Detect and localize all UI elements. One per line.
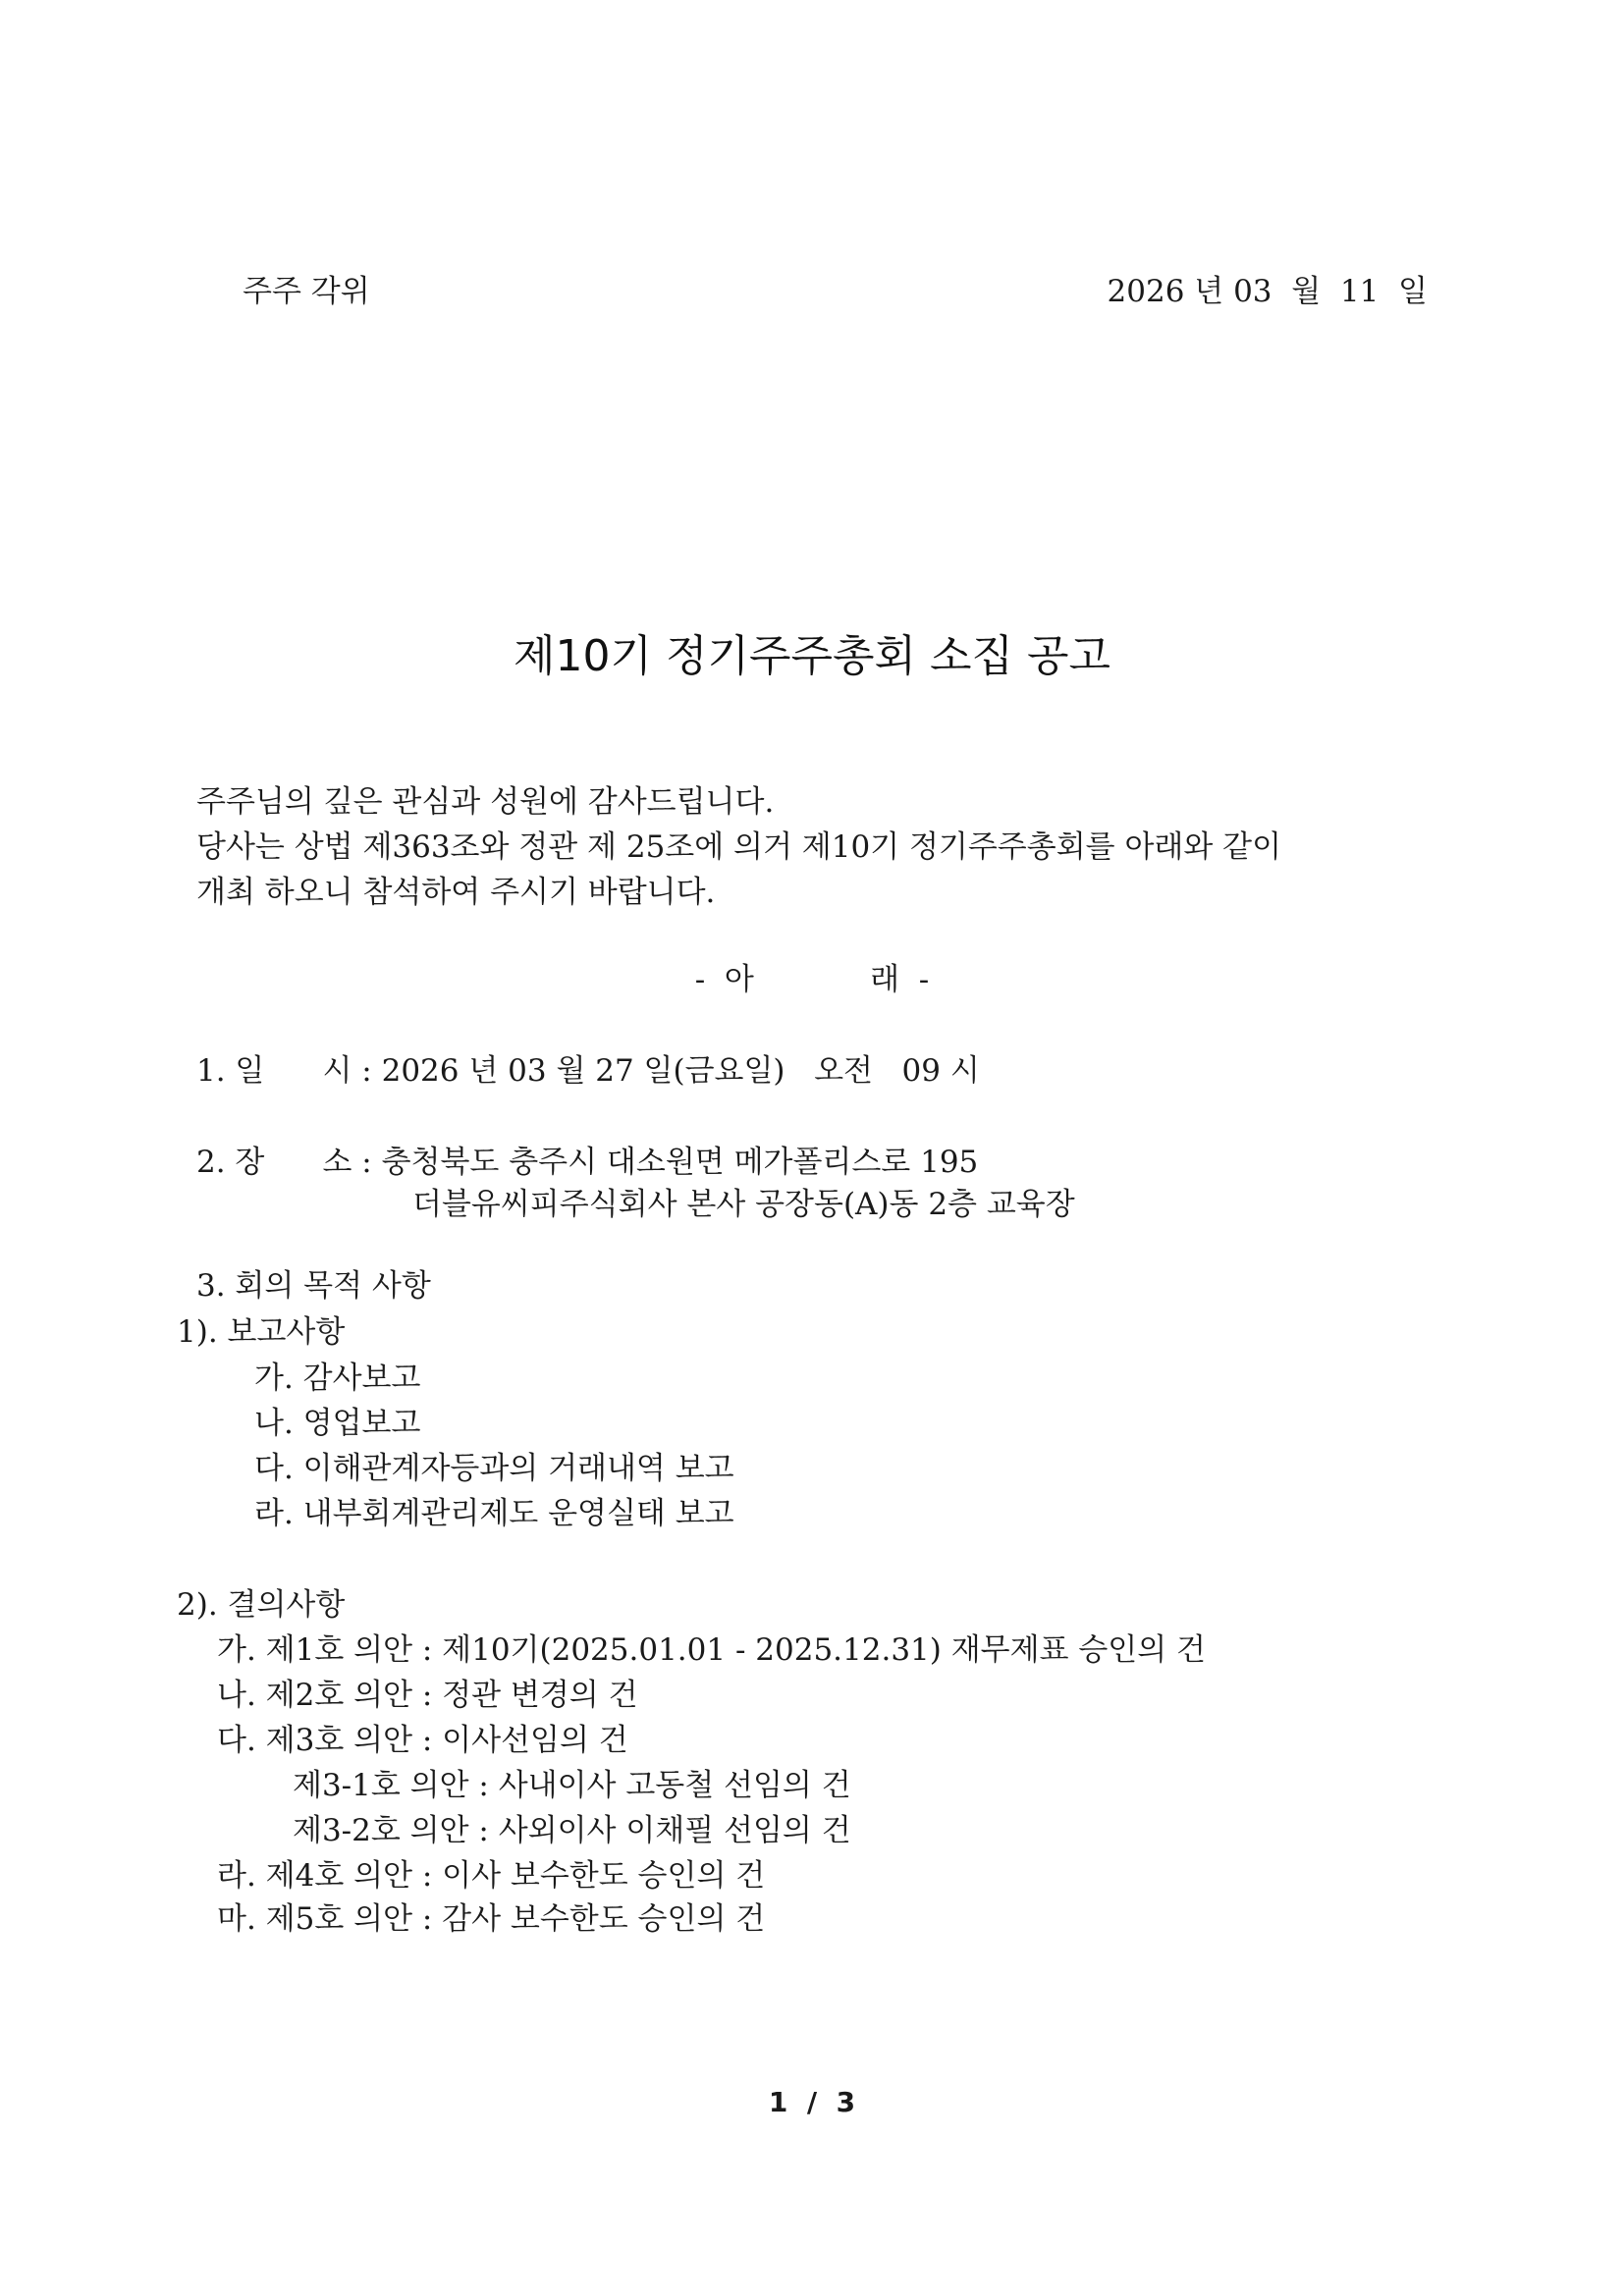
intro-line-2: 당사는 상법 제363조와 정관 제 25조에 의거 제10기 정기주주총회를 아래와 같이: [196, 829, 1282, 865]
resolution-item-5: 마. 제5호 의안 : 감사 보수한도 승인의 건: [217, 1901, 766, 1937]
meeting-place-line-1: 2. 장 소 : 충청북도 충주시 대소원면 메가폴리스로 195: [196, 1145, 979, 1180]
resolution-item-3: 다. 제3호 의안 : 이사선임의 건: [217, 1723, 628, 1758]
report-item: 라. 내부회계관리제도 운영실태 보고: [254, 1496, 734, 1531]
page-title: 제10기 정기주주총회 소집 공고: [514, 631, 1110, 681]
notice-date: 2026 년 03 월 11 일: [1107, 274, 1428, 309]
intro-line-3: 개최 하오니 참석하여 주시기 바랍니다.: [196, 875, 716, 910]
resolution-item-4: 라. 제4호 의안 : 이사 보수한도 승인의 건: [217, 1858, 766, 1894]
report-item: 가. 감사보고: [254, 1361, 421, 1396]
resolutions-heading: 2). 결의사항: [177, 1587, 346, 1623]
resolution-item-2: 나. 제2호 의안 : 정관 변경의 건: [217, 1678, 638, 1713]
resolution-item-3-2: 제3-2호 의안 : 사외이사 이채필 선임의 건: [293, 1813, 851, 1848]
section-heading: - 아 래 -: [694, 962, 930, 997]
resolution-item-3-1: 제3-1호 의안 : 사내이사 고동철 선임의 건: [293, 1768, 851, 1803]
page-number: 1 / 3: [768, 2086, 856, 2118]
resolution-item-1: 가. 제1호 의안 : 제10기(2025.01.01 - 2025.12.31) 재무제표 승인의 건: [217, 1632, 1206, 1668]
meeting-datetime: 1. 일 시 : 2026 년 03 월 27 일(금요일) 오전 09 시: [196, 1053, 980, 1089]
report-item: 다. 이해관계자등과의 거래내역 보고: [254, 1451, 734, 1486]
intro-line-1: 주주님의 깊은 관심과 성원에 감사드립니다.: [196, 784, 775, 820]
agenda-heading: 3. 회의 목적 사항: [196, 1268, 431, 1304]
meeting-place-line-2: 더블유씨피주식회사 본사 공장동(A)동 2층 교육장: [412, 1187, 1075, 1222]
report-item: 나. 영업보고: [254, 1406, 421, 1441]
recipient-label: 주주 각위: [243, 274, 370, 309]
reports-heading: 1). 보고사항: [177, 1314, 346, 1350]
